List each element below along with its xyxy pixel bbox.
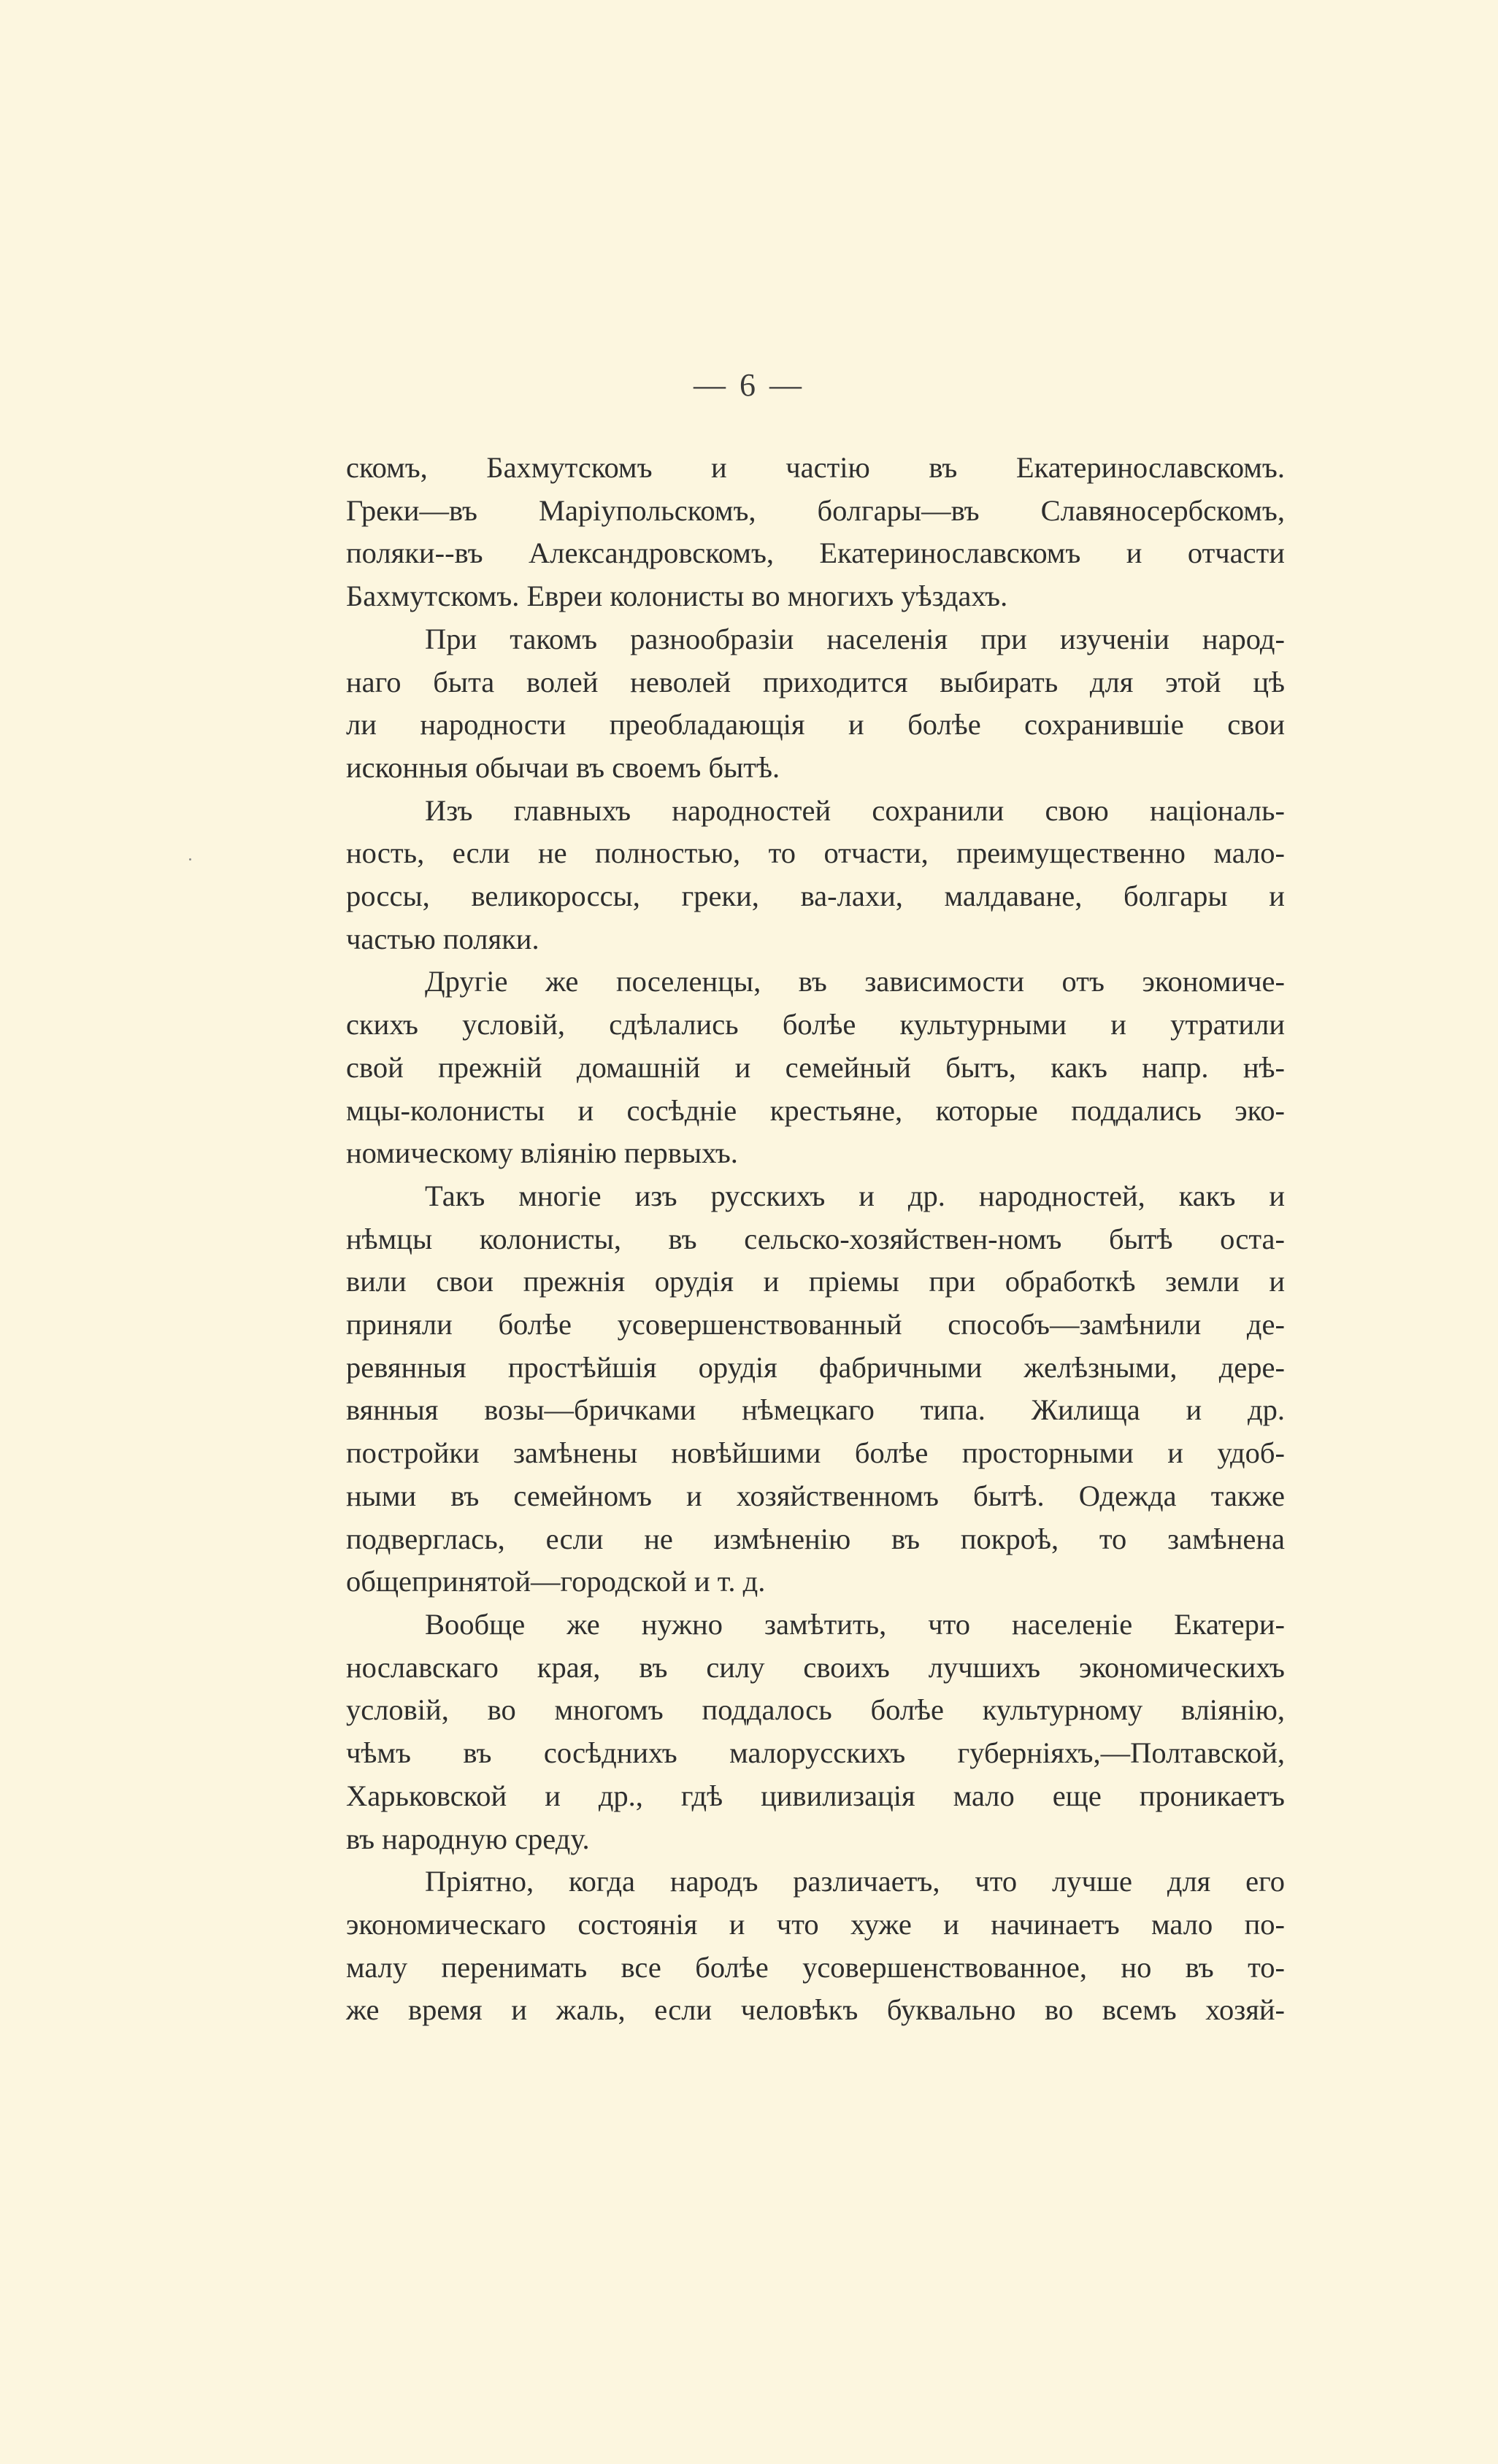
text-line: ность, если не полностью, то отчасти, преимущественно мало- xyxy=(346,836,1285,870)
text-line: исконныя обычаи въ своемъ бытѣ. xyxy=(346,750,780,784)
text-line: экономическаго состоянія и что хуже и начинаетъ мало по- xyxy=(346,1907,1285,1941)
text-line: Вообще же нужно замѣтить, что населеніе Екатери- xyxy=(425,1607,1285,1641)
text-line: наго быта волей неволей приходится выбирать для этой цѣ xyxy=(346,665,1285,698)
text-line: Такъ многіе изъ русскихъ и др. народностей, какъ и xyxy=(425,1179,1285,1212)
text-line: малу перенимать все болѣе усовершенствованное, но въ то- xyxy=(346,1950,1285,1984)
body-text xyxy=(346,447,1285,2032)
text-line: условій, во многомъ поддалось болѣе культурному вліянію, xyxy=(346,1693,1285,1727)
text-line: При такомъ разнообразіи населенія при изученіи народ- xyxy=(425,622,1285,655)
text-line: нославскаго края, въ силу своихъ лучшихъ экономическихъ xyxy=(346,1650,1285,1684)
page-number: — 6 — xyxy=(694,367,804,403)
text-line: ными въ семейномъ и хозяйственномъ бытѣ. Одежда также xyxy=(346,1479,1285,1512)
text-line: Бахмутскомъ. Евреи колонисты во многихъ уѣздахъ. xyxy=(346,580,1008,613)
paragraph xyxy=(346,447,1285,618)
paragraph xyxy=(346,960,1285,1175)
ink-speck xyxy=(189,858,191,861)
text-line: вянныя возы—бричками нѣмецкаго типа. Жилища и др. xyxy=(346,1393,1285,1427)
text-line: Пріятно, когда народъ различаетъ, что лучше для его xyxy=(425,1865,1285,1898)
text-line: подверглась, если не измѣненію въ покроѣ, то замѣнена xyxy=(346,1522,1285,1555)
text-line: чѣмъ въ сосѣднихъ малорусскихъ губерніяхъ,—Полтавской, xyxy=(346,1736,1285,1770)
text-line: приняли болѣе усовершенствованный способъ—замѣнили де- xyxy=(346,1308,1285,1341)
text-line: общепринятой—городской и т. д. xyxy=(346,1565,766,1598)
text-line: скомъ, Бахмутскомъ и частію въ Екатеринославскомъ. xyxy=(346,451,1285,484)
text-line: частью поляки. xyxy=(346,922,539,955)
text-line: россы, великороссы, греки, ва-лахи, малдаване, болгары и xyxy=(346,879,1285,913)
paragraph xyxy=(346,1603,1285,1860)
text-line: постройки замѣнены новѣйшими болѣе просторными и удоб- xyxy=(346,1436,1285,1470)
text-line: Другіе же поселенцы, въ зависимости отъ экономиче- xyxy=(425,965,1285,998)
text-line: же время и жаль, если человѣкъ буквально во всемъ хозяй- xyxy=(346,1993,1285,2027)
text-line: поляки--въ Александровскомъ, Екатеринославскомъ и отчасти xyxy=(346,536,1285,570)
text-line: въ народную среду. xyxy=(346,1822,590,1855)
paragraph xyxy=(346,1175,1285,1603)
text-line: вили свои прежнія орудія и пріемы при обработкѣ земли и xyxy=(346,1265,1285,1298)
text-line: номическому вліянію первыхъ. xyxy=(346,1136,738,1170)
paragraph xyxy=(346,1860,1285,2032)
text-line: Изъ главныхъ народностей сохранили свою національ- xyxy=(425,793,1285,827)
paragraph xyxy=(346,618,1285,790)
text-line: скихъ условій, сдѣлались болѣе культурными и утратили xyxy=(346,1008,1285,1042)
text-line: ли народности преобладающія и болѣе сохранившіе свои xyxy=(346,708,1285,742)
text-line: мцы-колонисты и сосѣдніе крестьяне, которые поддались эко- xyxy=(346,1093,1285,1127)
paragraph xyxy=(346,790,1285,961)
text-line: ревянныя простѣйшія орудія фабричными желѣзными, дере- xyxy=(346,1350,1285,1384)
text-line: Греки—въ Маріупольскомъ, болгары—въ Славяносербскомъ, xyxy=(346,493,1285,527)
text-line: свой прежній домашній и семейный бытъ, какъ напр. нѣ- xyxy=(346,1050,1285,1084)
text-line: Харьковской и др., гдѣ цивилизація мало еще проникаетъ xyxy=(346,1779,1285,1812)
text-line: нѣмцы колонисты, въ сельско-хозяйствен-номъ бытѣ оста- xyxy=(346,1222,1285,1255)
